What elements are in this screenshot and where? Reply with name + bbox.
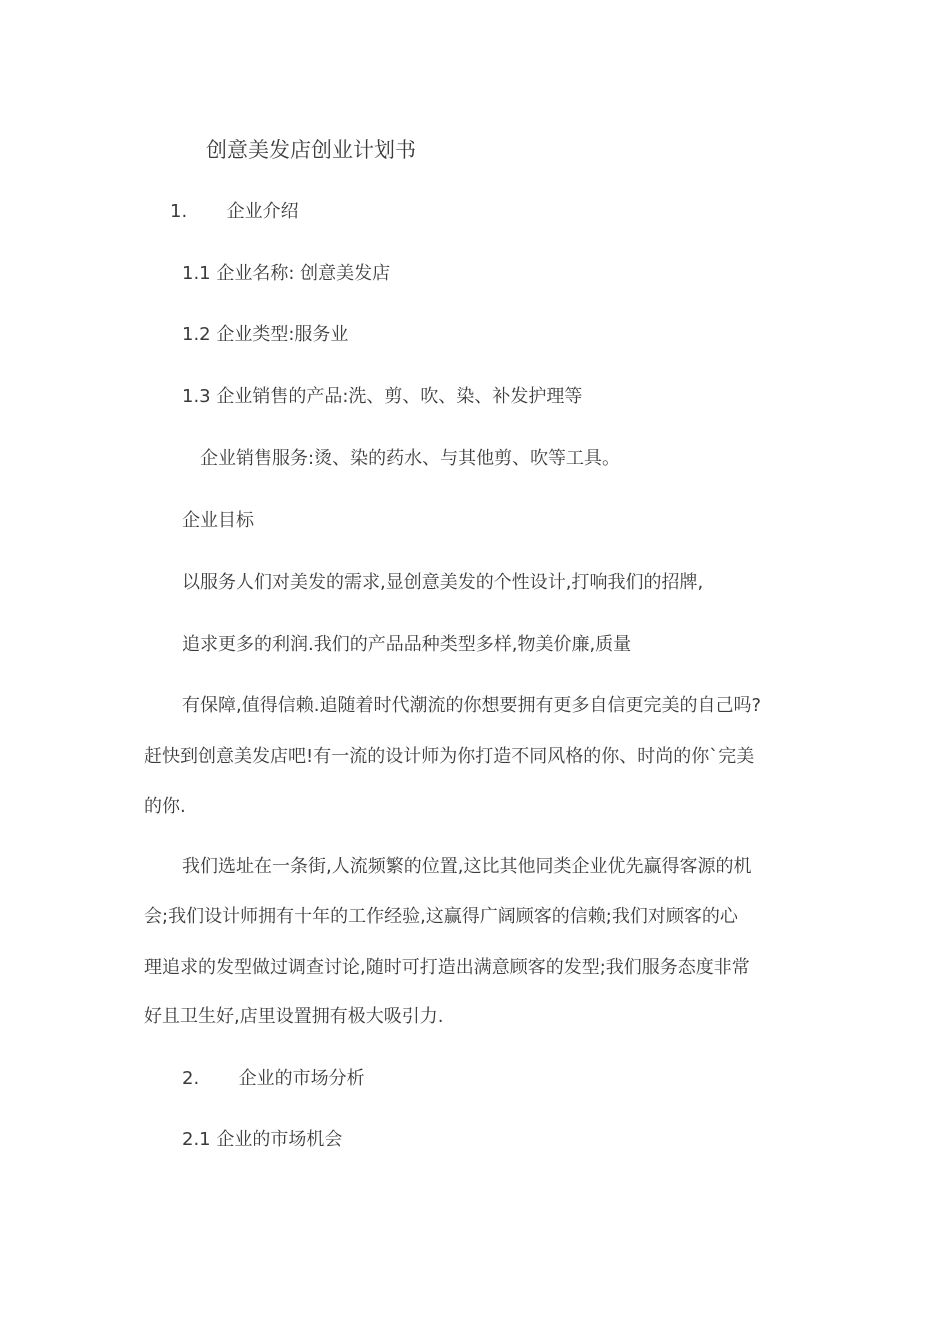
item-1-1: 1.1 企业名称: 创意美发店: [182, 263, 391, 284]
paragraph-line: 会;我们设计师拥有十年的工作经验,这赢得广阔顾客的信赖;我们对顾客的心: [144, 906, 738, 927]
paragraph-line: 我们选址在一条街,人流频繁的位置,这比其他同类企业优先赢得客源的机: [182, 856, 752, 877]
section-1-title: 企业介绍: [226, 201, 299, 222]
paragraph-line: 的你.: [144, 796, 186, 817]
paragraph-line: 赶快到创意美发店吧!有一流的设计师为你打造不同风格的你、时尚的你`完美: [144, 746, 755, 767]
item-1-2: 1.2 企业类型:服务业: [182, 324, 349, 345]
goal-heading: 企业目标: [182, 510, 254, 531]
services-line: 企业销售服务:烫、染的药水、与其他剪、吹等工具。: [200, 448, 621, 469]
section-1-number: 1.: [170, 201, 188, 222]
section-2-title: 企业的市场分析: [238, 1068, 365, 1089]
paragraph-line: 好且卫生好,店里设置拥有极大吸引力.: [144, 1006, 444, 1027]
item-2-1: 2.1 企业的市场机会: [182, 1129, 343, 1150]
paragraph-line: 有保障,值得信赖.追随着时代潮流的你想要拥有更多自信更完美的自己吗?: [182, 695, 761, 716]
paragraph-line: 追求更多的利润.我们的产品品种类型多样,物美价廉,质量: [182, 634, 632, 655]
paragraph-line: 理追求的发型做过调查讨论,随时可打造出满意顾客的发型;我们服务态度非常: [144, 957, 750, 978]
section-2-number: 2.: [182, 1068, 200, 1089]
item-1-3: 1.3 企业销售的产品:洗、剪、吹、染、补发护理等: [182, 386, 583, 407]
paragraph-line: 以服务人们对美发的需求,显创意美发的个性设计,打响我们的招牌,: [182, 572, 704, 593]
document-title: 创意美发店创业计划书: [206, 138, 416, 162]
section-1-heading: [170, 200, 299, 224]
section-2-heading: [182, 1067, 365, 1091]
